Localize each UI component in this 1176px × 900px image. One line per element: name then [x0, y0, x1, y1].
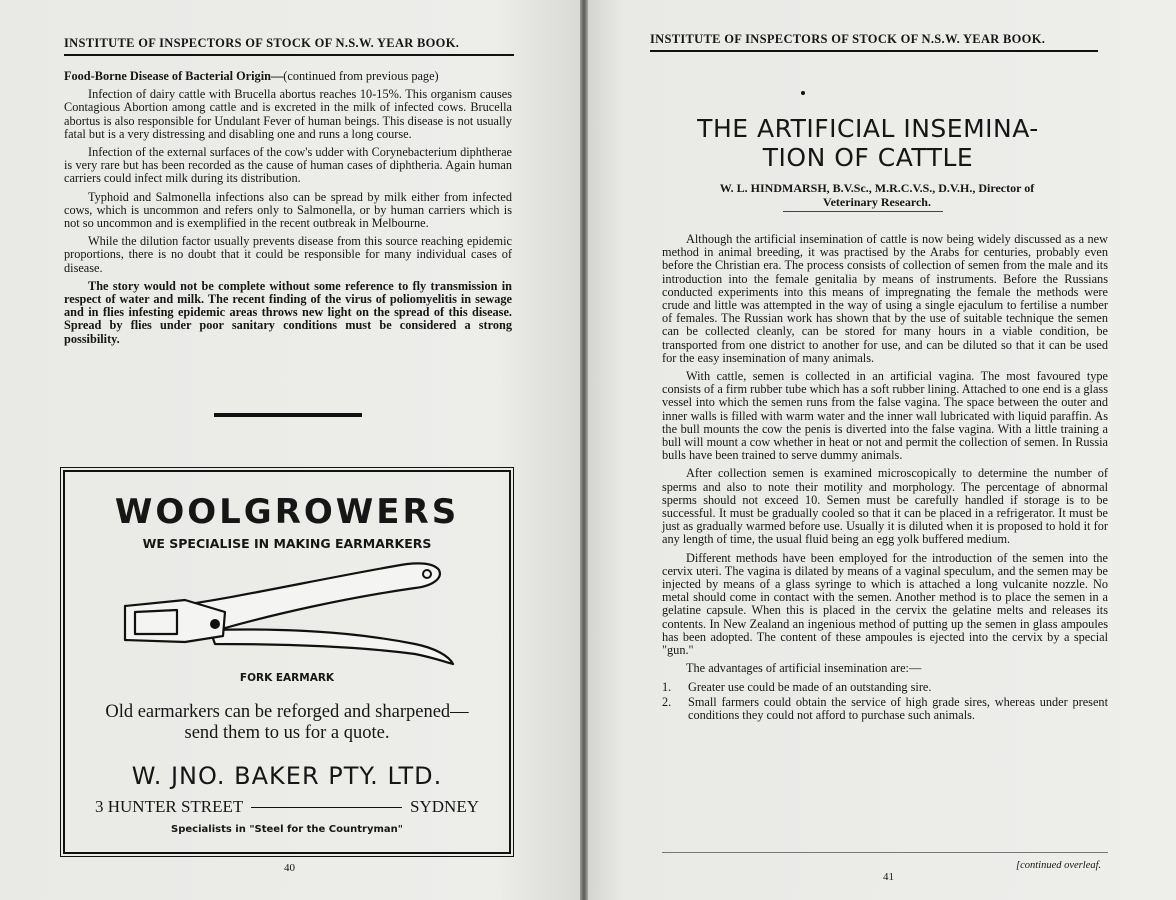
list-item-text: Greater use could be made of an outstanding sire.: [688, 679, 932, 694]
paragraph: Infection of the external surfaces of the cow's udder with Corynebacterium diphtherae is very rare but has been recorded as the cause of human cases of diphtheria. Again human carriers could infect milk during its distribution.: [64, 145, 512, 186]
article-title-line: TION OF CATTLE: [762, 143, 974, 172]
ad-address-street: 3 HUNTER STREET: [95, 797, 244, 816]
right-page: [588, 0, 1176, 900]
author-byline: [662, 181, 1092, 209]
ad-slogan: Specialists in "Steel for the Countryman": [171, 824, 403, 835]
earmarker-pliers-icon: [115, 558, 465, 668]
ornament-dot: [801, 91, 805, 95]
paragraph: With cattle, semen is collected in an artificial vagina. The most favoured type consists of a firm rubber tube which has a soft rubber lining. Attached to one end is a glass vessel into which the semen runs from the false vagina. The space between the outer and inner walls is filled with warm water and the inner wall lubricated with liquid paraffin. As the bull mounts the cow the penis is diverted into the false vagina. With a little training a bull will mount a cow whether in heat or not and permit the collection of semen. In Russia bulls have been trained to serve dummy animals.: [662, 369, 1108, 463]
author-line: W. L. HINDMARSH, B.V.Sc., M.R.C.V.S., D.V.H., Director of: [719, 181, 1035, 195]
section-heading-continued: (continued from previous page): [283, 69, 439, 83]
list-item-text: Small farmers could obtain the service of high grade sires, whereas under present conditions they could not afford to purchase such animals.: [688, 694, 1108, 722]
ad-address: [95, 797, 479, 817]
article-title-line: THE ARTIFICIAL INSEMINA-: [697, 114, 1039, 143]
section-heading: [64, 70, 512, 83]
page-number-right: 41: [883, 871, 894, 883]
footer-rule: [662, 852, 1108, 853]
article-body: [662, 233, 1108, 724]
ad-title: WOOLGROWERS: [114, 492, 460, 532]
book-gutter: [580, 0, 588, 900]
paragraph: Infection of dairy cattle with Brucella abortus reaches 10-15%. This organism causes Contagious Abortion among cattle and is excreted in the milk of infected cows. Brucella abortus is also responsible for Undulant Fever of human beings. This disease is not usually fatal but is a very distressing and disabling one and runs a long course.: [64, 87, 512, 141]
running-head-left: INSTITUTE OF INSPECTORS OF STOCK OF N.S.W. YEAR BOOK.: [64, 36, 514, 56]
list-item-number: 2.: [662, 694, 672, 709]
paragraph: The story would not be complete without some reference to fly transmission in respect of water and milk. The recent finding of the virus of poliomyelitis in sewage and in flies infesting epidemic areas throws new light on the spread of this disease. Spread by flies under poor sanitary conditions must be considered a strong possibility.: [64, 278, 512, 346]
paragraph: Different methods have been employed for the introduction of the semen into the cervix uteri. The vagina is dilated by means of a vaginal speculum, and the semen may be injected by means of a glass syringe to which is attached a long vulcanite nozzle. No metal should come in contact with the semen. Another method is to place the semen in a gelatine capsule. When this is placed in the cervix the gelatine melts and releases its contents. In New Zealand an ingenious method of putting up the semen in glass ampoules has been adopted. The content of these ampoules is ejected into the cervix by a special "gun.": [662, 550, 1108, 658]
left-body-text: [64, 70, 512, 351]
paragraph: After collection semen is examined microscopically to determine the number of sperms and also to note their motility and morphology. The percentage of abnormal sperms should not exceed 10. Semen must be carefully handled if storage is to be successful. It must be gradually cooled so that it can be placed in a refrigerator. It must be just as gradually warmed before use. Usually it is diluted when it is proposed to hold it for any length of time, the usual fluid being an egg yolk buffered medium.: [662, 466, 1108, 547]
page-number-left: 40: [284, 862, 295, 874]
running-head-right: INSTITUTE OF INSPECTORS OF STOCK OF N.S.W. YEAR BOOK.: [650, 32, 1098, 52]
ad-company-name: W. JNO. BAKER PTY. LTD.: [131, 762, 443, 790]
ad-subtitle: WE SPECIALISE IN MAKING EARMARKERS: [142, 536, 432, 551]
paragraph: Typhoid and Salmonella infections also can be spread by milk either from infected cows, which is uncommon and refers only to Salmonella, or by human carriers which is not so uncommon and is exemplified in the recent outbreak in Melbourne.: [64, 189, 512, 231]
paragraph: Although the artificial insemination of cattle is now being widely discussed as a new method in animal breeding, it was practised by the Arabs for centuries, probably even before the Christian era. The process consists of collection of semen from the male and its introduction into the female genitalia by means of instruments. Before the Russians conducted experiments into this means of impregnating the female the methods were crude and little was attempted in the way of using a single ejaculum to fertilise a number of females. The Russian work has shown that by the use of suitable technique the semen can be collected cleanly, can be stored for many hours in a viable condition, be transported from one district to another for use, and can be diluted so that it can be used for the easy insemination of many animals.: [662, 232, 1108, 365]
list-item-number: 1.: [662, 679, 672, 694]
advertisement: [63, 470, 511, 854]
list-item: [662, 681, 1108, 694]
paragraph: The advantages of artificial insemination are:—: [686, 661, 922, 676]
continued-note: [continued overleaf.: [1016, 860, 1102, 871]
ad-copy: Old earmarkers can be reforged and sharpened—send them to us for a quote.: [105, 702, 469, 743]
list-item: [662, 696, 1108, 722]
byline-rule: [783, 211, 943, 212]
ad-address-city: SYDNEY: [410, 797, 479, 816]
paragraph: While the dilution factor usually prevents disease from this source reaching epidemic proportions, there is no doubt that it could be responsible for many individual cases of disease.: [64, 234, 512, 275]
article-title: [648, 114, 1088, 172]
ad-address-rule: [251, 807, 402, 808]
advantages-list: [662, 681, 1108, 723]
left-page: [0, 0, 580, 900]
section-divider: [214, 413, 362, 417]
section-heading-title: Food-Borne Disease of Bacterial Origin—: [64, 69, 284, 83]
author-line: Veterinary Research.: [823, 195, 931, 209]
ad-caption: FORK EARMARK: [239, 672, 335, 684]
